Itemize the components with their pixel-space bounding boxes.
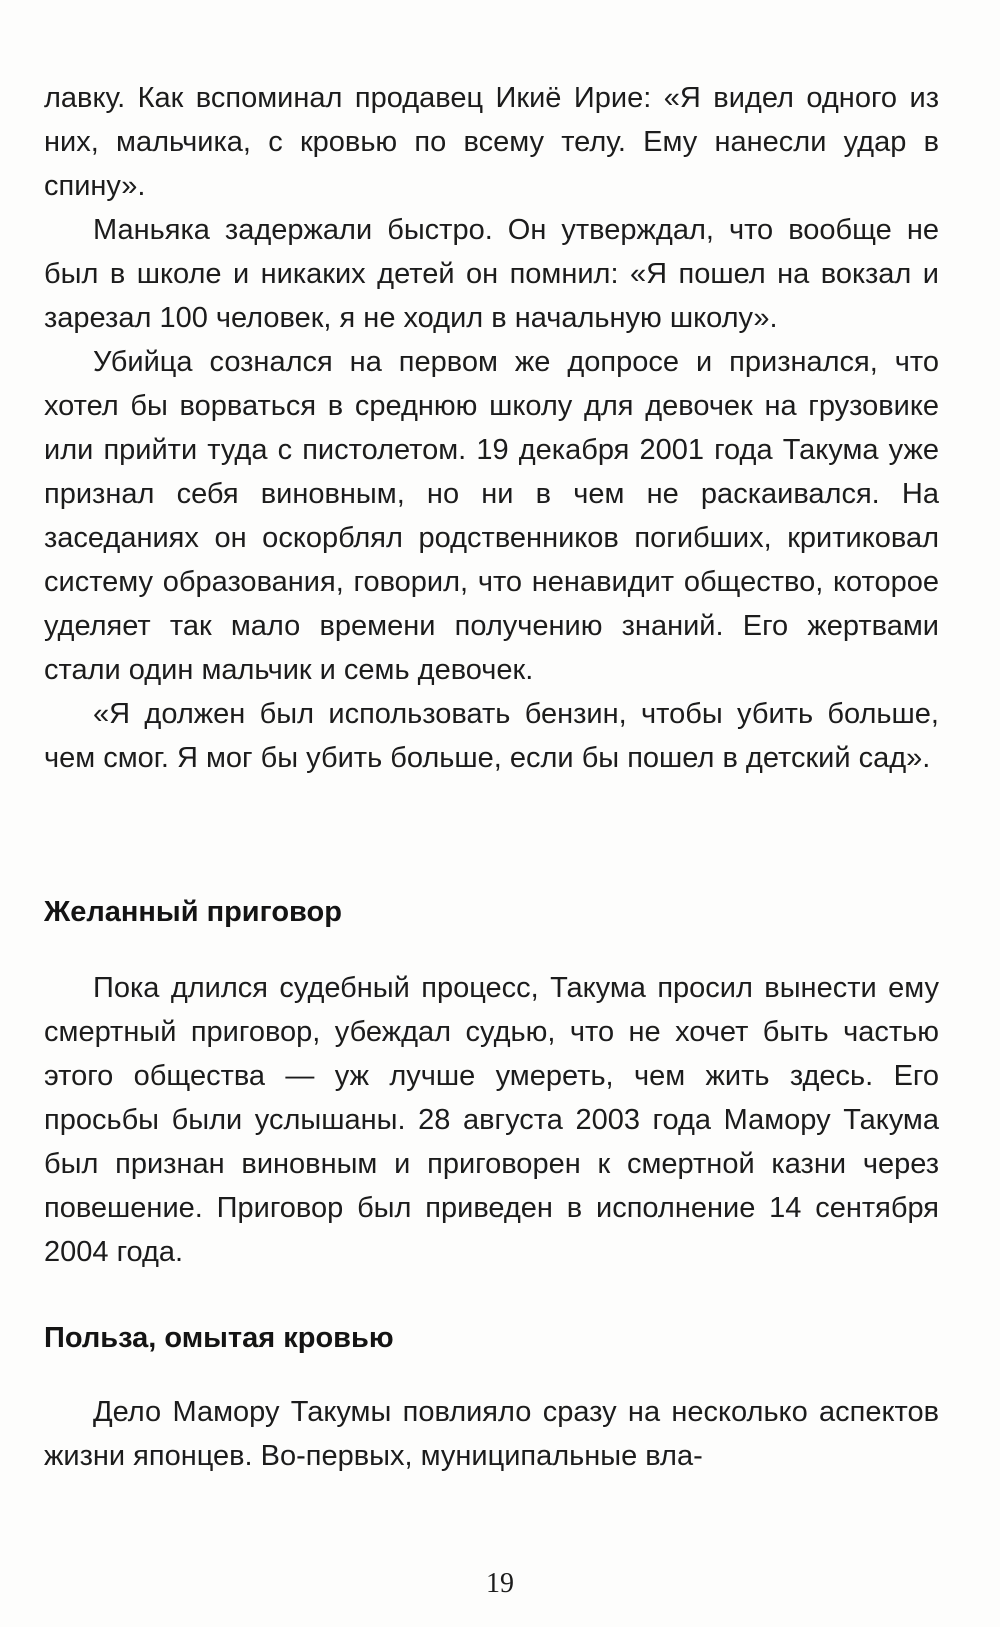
paragraph-1: лавку. Как вспоминал продавец Икиё Ирие: «Я видел одного из них, мальчика, с кровью по всему телу. Ему нанесли удар в спину». <box>44 82 939 202</box>
paragraph-5: Пока длился судебный процесс, Такума просил вынести ему смертный приговор, убеждал судью, что не хочет быть частью этого общества — уж лучше умереть, чем жить здесь. Его просьбы были услышаны. 28 августа 2003 года Мамору Такума был признан виновным и приговорен к смертной казни через повешение. Приговор был приведен в исполнение 14 сентября 2004 года. <box>44 972 939 1268</box>
body-text-block-1 <box>44 76 939 780</box>
paragraph-6: Дело Мамору Такумы повлияло сразу на несколько аспектов жизни японцев. Во-первых, муниципальные вла- <box>44 1396 939 1472</box>
paragraph-3: Убийца сознался на первом же допросе и признался, что хотел бы ворваться в среднюю школу для девочек на грузовике или прийти туда с пистолетом. 19 декабря 2001 года Такума уже признал себя виновным, но ни в чем не раскаивался. На заседаниях он оскорблял родственников погибших, критиковал систему образования, говорил, что ненавидит общество, которое уделяет так мало времени получению знаний. Его жертвами стали один мальчик и семь девочек. <box>44 346 939 686</box>
body-text-block-2 <box>44 966 939 1274</box>
section-heading-desired-sentence: Желанный приговор <box>44 896 342 928</box>
section-heading-benefit-washed-in-blood: Польза, омытая кровью <box>44 1322 394 1354</box>
paragraph-4: «Я должен был использовать бензин, чтобы убить больше, чем смог. Я мог бы убить больше, если бы пошел в детский сад». <box>44 698 939 774</box>
page-number: 19 <box>486 1568 514 1599</box>
paragraph-2: Маньяка задержали быстро. Он утверждал, что вообще не был в школе и никаких детей он помнил: «Я пошел на вокзал и зарезал 100 человек, я не ходил в начальную школу». <box>44 214 939 334</box>
body-text-block-3 <box>44 1390 939 1478</box>
